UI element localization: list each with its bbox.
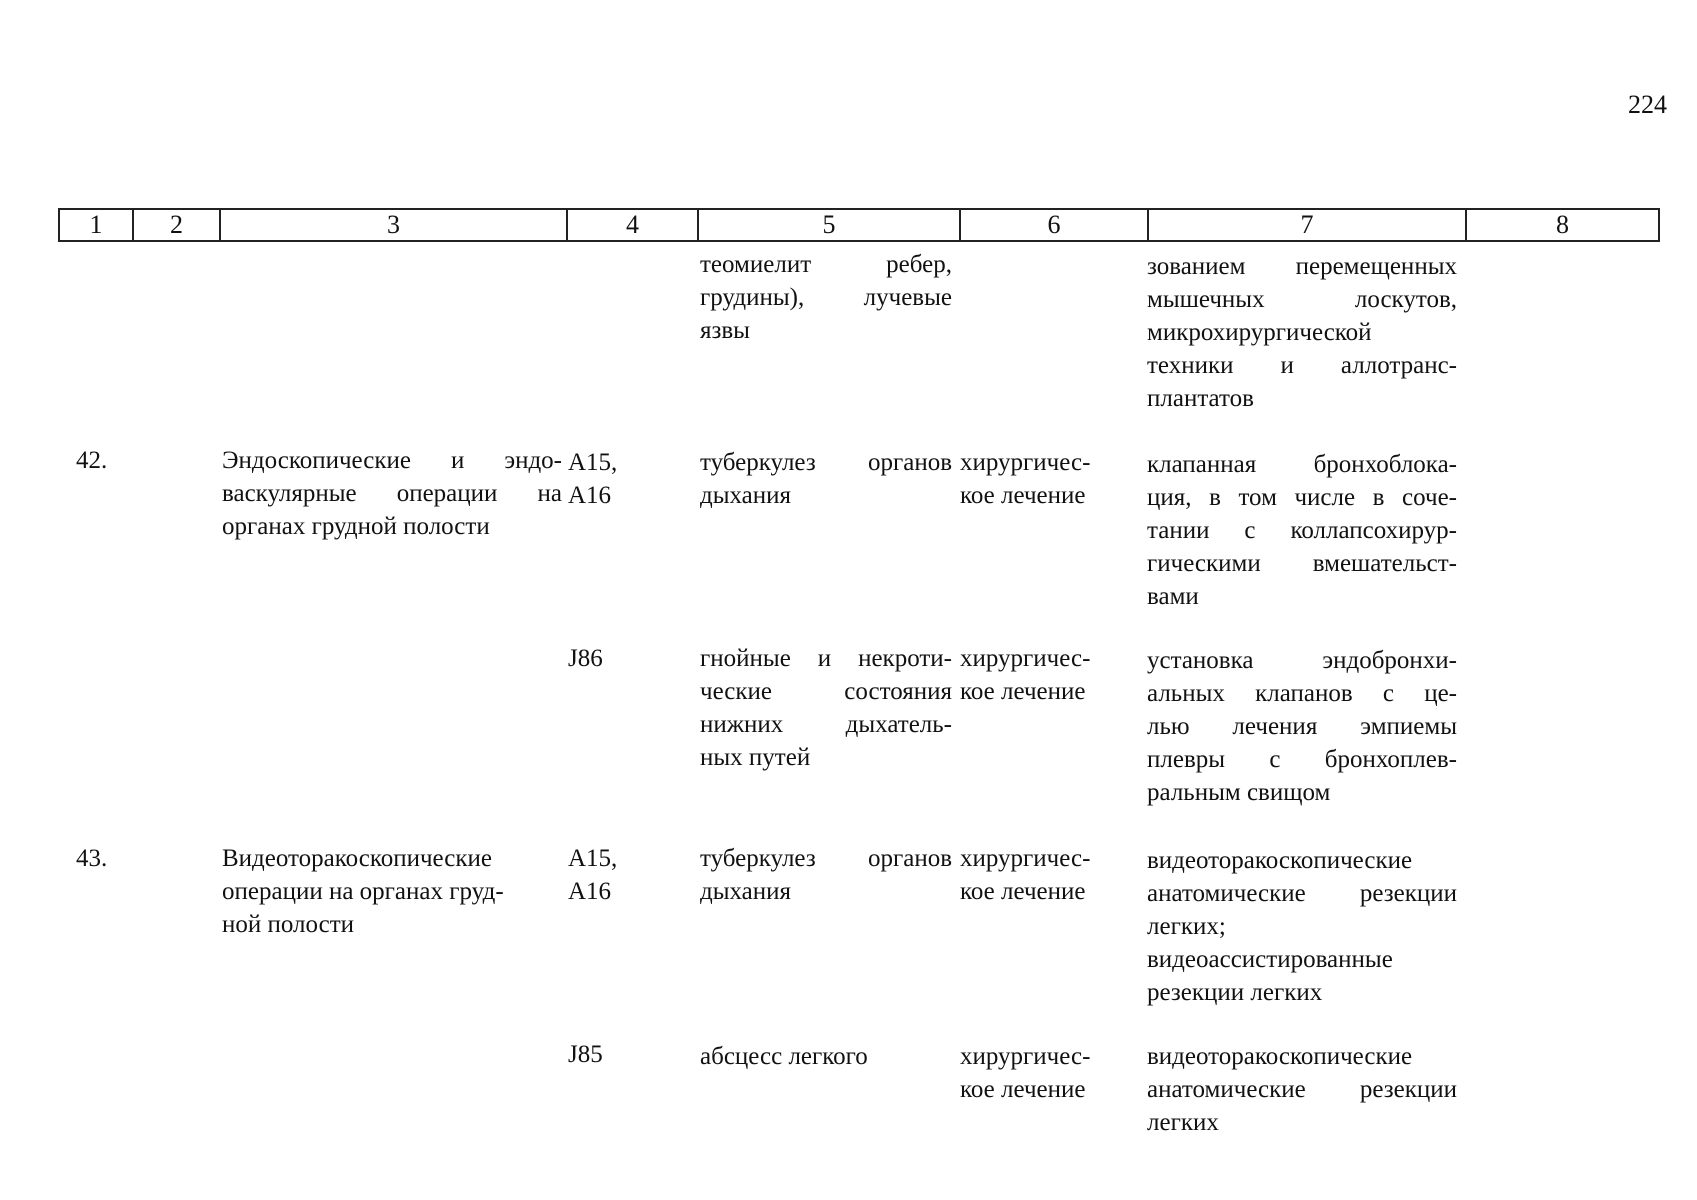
row-43b-treatment-type bbox=[960, 1040, 1142, 1106]
text-line: J85 bbox=[568, 1041, 603, 1068]
continuation-disease-cell bbox=[700, 248, 952, 347]
text-line: Видеоторакоскопические bbox=[222, 845, 492, 872]
text-line: теомиелит ребер, bbox=[700, 251, 952, 278]
text-line: дыхания bbox=[700, 878, 792, 905]
text-line: хирургичес- bbox=[960, 845, 1091, 872]
column-header-4: 4 bbox=[567, 209, 698, 241]
text-line: плевры с бронхоплев- bbox=[1147, 746, 1457, 773]
text-line: мышечных лоскутов, bbox=[1147, 286, 1457, 313]
text-line: нижних дыхатель- bbox=[700, 711, 952, 738]
text-line: анатомические резекции bbox=[1147, 880, 1457, 907]
text-line: анатомические резекции bbox=[1147, 1076, 1457, 1103]
row-43a-icd-codes bbox=[568, 842, 688, 908]
column-header-2: 2 bbox=[133, 209, 220, 241]
row-42b-disease bbox=[700, 642, 952, 774]
text-line: микрохирургической bbox=[1147, 319, 1372, 346]
text-line: A15, bbox=[568, 845, 618, 872]
text-line: видеоассистированные bbox=[1147, 946, 1393, 973]
text-line: кое лечение bbox=[960, 1076, 1086, 1103]
text-line: A16 bbox=[568, 878, 612, 905]
text-line: A16 bbox=[568, 482, 612, 509]
text-line: зованием перемещенных bbox=[1147, 253, 1457, 280]
text-line: хирургичес- bbox=[960, 645, 1091, 672]
row-42-procedure-name bbox=[222, 444, 562, 543]
text-line: резекции легких bbox=[1147, 979, 1323, 1006]
text-line: легких bbox=[1147, 1109, 1219, 1136]
continuation-method-cell bbox=[1147, 250, 1457, 415]
text-line: хирургичес- bbox=[960, 449, 1091, 476]
text-line: лью лечения эмпиемы bbox=[1147, 713, 1457, 740]
row-42a-treatment-type bbox=[960, 446, 1142, 512]
text-line: установка эндобронхи- bbox=[1147, 647, 1457, 674]
text-line: грудины), лучевые bbox=[700, 284, 952, 311]
text-line: видеоторакоскопические bbox=[1147, 1043, 1413, 1070]
text-line: васкулярные операции на bbox=[222, 480, 562, 507]
text-line: техники и аллотранс- bbox=[1147, 352, 1457, 379]
row-43-procedure-name bbox=[222, 842, 562, 941]
text-line: Эндоскопические и эндо- bbox=[222, 447, 562, 474]
text-line: дыхания bbox=[700, 482, 792, 509]
text-line: тании с коллапсохирур- bbox=[1147, 517, 1457, 544]
text-line: ция, в том числе в соче- bbox=[1147, 484, 1457, 511]
text-line: кое лечение bbox=[960, 482, 1086, 509]
column-header-8: 8 bbox=[1466, 209, 1659, 241]
row-43b-disease bbox=[700, 1040, 952, 1073]
text-line: туберкулез органов bbox=[700, 845, 952, 872]
text-line: легких; bbox=[1147, 913, 1226, 940]
row-43-number: 43. bbox=[76, 845, 108, 872]
text-line: клапанная бронхоблока- bbox=[1147, 451, 1457, 478]
row-43a-disease bbox=[700, 842, 952, 908]
row-43a-method bbox=[1147, 844, 1457, 1009]
row-42b-treatment-type bbox=[960, 642, 1142, 708]
text-line: гическими вмешательст- bbox=[1147, 550, 1457, 577]
text-line: ной полости bbox=[222, 911, 355, 938]
row-43a-treatment-type bbox=[960, 842, 1142, 908]
text-line: кое лечение bbox=[960, 678, 1086, 705]
text-line: гнойные и некроти- bbox=[700, 645, 952, 672]
text-line: ных путей bbox=[700, 744, 811, 771]
text-line: хирургичес- bbox=[960, 1043, 1091, 1070]
page-number: 224 bbox=[1628, 90, 1667, 119]
row-43b-icd-codes bbox=[568, 1038, 688, 1071]
row-42a-method bbox=[1147, 448, 1457, 613]
row-42a-icd-codes bbox=[568, 446, 688, 512]
column-header-3: 3 bbox=[220, 209, 567, 241]
row-42b-method bbox=[1147, 644, 1457, 809]
row-42a-disease bbox=[700, 446, 952, 512]
row-42b-icd-codes bbox=[568, 642, 688, 675]
column-header-5: 5 bbox=[698, 209, 960, 241]
text-line: язвы bbox=[700, 317, 750, 344]
text-line: органах грудной полости bbox=[222, 513, 490, 540]
text-line: видеоторакоскопические bbox=[1147, 847, 1413, 874]
text-line: A15, bbox=[568, 449, 618, 476]
row-42-number: 42. bbox=[76, 447, 108, 474]
text-line: операции на органах груд- bbox=[222, 878, 504, 905]
text-line: кое лечение bbox=[960, 878, 1086, 905]
column-header-7: 7 bbox=[1148, 209, 1466, 241]
text-line: ральным свищом bbox=[1147, 779, 1331, 806]
text-line: абсцесс легкого bbox=[700, 1043, 868, 1070]
column-header-6: 6 bbox=[960, 209, 1148, 241]
row-43b-method bbox=[1147, 1040, 1457, 1139]
column-header-1: 1 bbox=[59, 209, 133, 241]
column-header-row bbox=[58, 208, 1660, 242]
text-line: альных клапанов с це- bbox=[1147, 680, 1457, 707]
text-line: плантатов bbox=[1147, 385, 1254, 412]
text-line: туберкулез органов bbox=[700, 449, 952, 476]
text-line: вами bbox=[1147, 583, 1199, 610]
text-line: J86 bbox=[568, 645, 603, 672]
text-line: ческие состояния bbox=[700, 678, 952, 705]
